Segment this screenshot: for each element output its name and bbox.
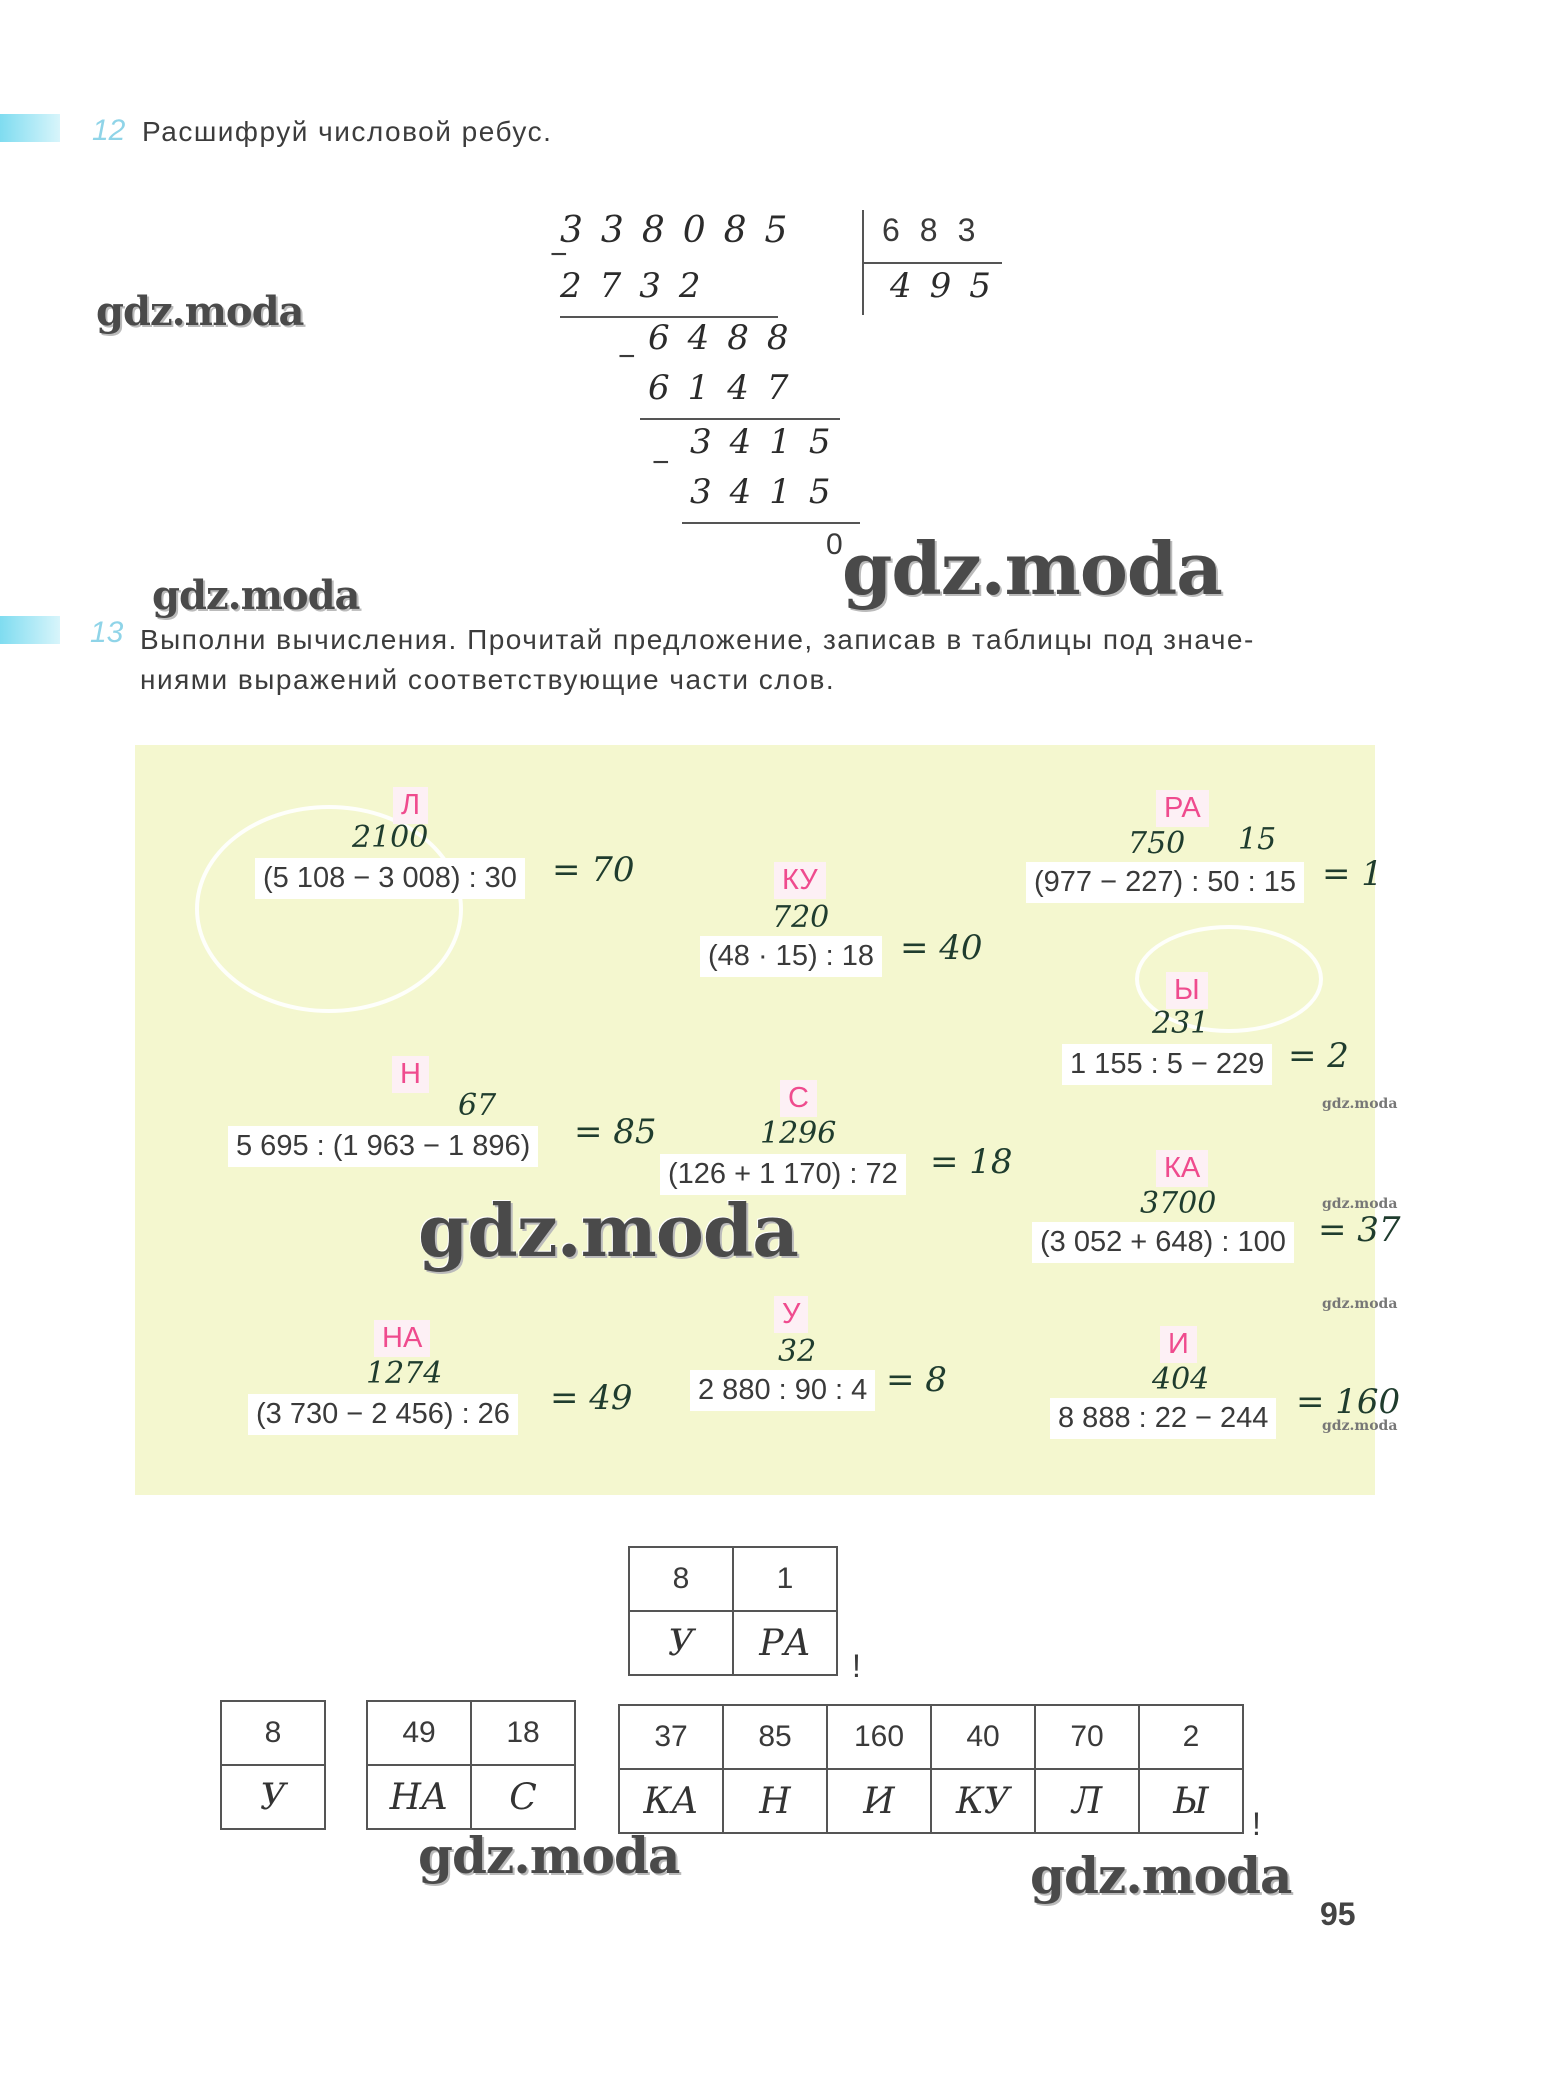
cell-word: РА <box>733 1611 837 1675</box>
note-l: 2100 <box>352 820 429 855</box>
cell-word: И <box>827 1769 931 1833</box>
division-bar-horizontal <box>862 262 1002 264</box>
partial-product-3: 3415 <box>690 472 849 512</box>
cell-num: 1 <box>733 1547 837 1611</box>
expression-s: (126 + 1 170) : 72 <box>660 1154 906 1195</box>
dividend: 338085 <box>560 210 806 251</box>
section-marker-13 <box>0 616 60 644</box>
syllable-u: У <box>774 1296 808 1333</box>
task-12-text: Расшифруй числовой ребус. <box>142 116 553 147</box>
syllable-l: Л <box>393 787 428 824</box>
expression-ra: (977 − 227) : 50 : 15 <box>1026 862 1304 903</box>
remainder-1: 6488 <box>648 318 807 358</box>
note-n: 67 <box>458 1088 497 1123</box>
result-s: = 18 <box>930 1142 1013 1182</box>
watermark-small: gdz.moda <box>1322 1418 1398 1434</box>
cell-num: 49 <box>367 1701 471 1765</box>
expression-l: (5 108 − 3 008) : 30 <box>255 858 525 899</box>
cell-num: 8 <box>221 1701 325 1765</box>
divisor: 683 <box>882 212 996 248</box>
result-y-hard: = 2 <box>1288 1036 1349 1076</box>
note-u: 32 <box>778 1334 817 1369</box>
task-13-text-line2: ниями выражений соответствующие части слов. <box>140 664 836 695</box>
cell-num: 2 <box>1139 1705 1243 1769</box>
syllable-ka: КА <box>1156 1150 1208 1187</box>
cell-word: КА <box>619 1769 723 1833</box>
answer-table-2 <box>366 1700 576 1830</box>
watermark: gdz.moda <box>842 526 1222 611</box>
result-n: = 85 <box>574 1112 657 1152</box>
cell-word: Н <box>723 1769 827 1833</box>
watermark-small: gdz.moda <box>1322 1196 1398 1212</box>
section-marker-12 <box>0 114 60 142</box>
expression-y-hard: 1 155 : 5 − 229 <box>1062 1044 1272 1085</box>
watermark: gdz.moda <box>152 572 360 619</box>
cell-word: Ы <box>1139 1769 1243 1833</box>
cell-word: У <box>221 1765 325 1829</box>
result-u: = 8 <box>886 1360 947 1400</box>
underline-3 <box>682 522 860 524</box>
cell-num: 40 <box>931 1705 1035 1769</box>
partial-product-1: 2732 <box>560 266 719 306</box>
note-na: 1274 <box>366 1356 443 1391</box>
cell-num: 37 <box>619 1705 723 1769</box>
result-l: = 70 <box>552 850 635 890</box>
watermark: gdz.moda <box>1030 1846 1292 1905</box>
expression-n: 5 695 : (1 963 − 1 896) <box>228 1126 538 1167</box>
expression-u: 2 880 : 90 : 4 <box>690 1370 875 1411</box>
note-y-hard: 231 <box>1152 1006 1210 1041</box>
page-number: 95 <box>1320 1896 1356 1932</box>
note-ra-2: 15 <box>1238 822 1277 857</box>
cell-num: 85 <box>723 1705 827 1769</box>
cell-word: С <box>471 1765 575 1829</box>
minus-sign-3: − <box>652 446 670 479</box>
watermark-small: gdz.moda <box>1322 1096 1398 1112</box>
cell-num: 18 <box>471 1701 575 1765</box>
expression-i: 8 888 : 22 − 244 <box>1050 1398 1276 1439</box>
note-s: 1296 <box>760 1116 837 1151</box>
syllable-i: И <box>1160 1326 1197 1363</box>
note-ka: 3700 <box>1140 1186 1217 1221</box>
cell-word: Л <box>1035 1769 1139 1833</box>
cell-num: 8 <box>629 1547 733 1611</box>
long-division <box>550 210 1020 570</box>
expression-na: (3 730 − 2 456) : 26 <box>248 1394 518 1435</box>
result-ra: = 1 <box>1322 854 1383 894</box>
underline-2 <box>640 418 840 420</box>
exclamation-top: ! <box>852 1648 861 1684</box>
exclamation-bottom: ! <box>1252 1806 1261 1842</box>
note-i: 404 <box>1152 1362 1210 1397</box>
task-number-13: 13 <box>90 616 124 649</box>
answer-table-1 <box>220 1700 326 1830</box>
note-ra: 750 <box>1128 826 1186 861</box>
cell-num: 70 <box>1035 1705 1139 1769</box>
minus-sign-1: − <box>550 238 568 271</box>
result-na: = 49 <box>550 1378 633 1418</box>
task-13-text-line1: Выполни вычисления. Прочитай предложение, записав в таблицы под значе- <box>140 624 1255 655</box>
final-remainder: 0 <box>826 528 843 561</box>
syllable-n: Н <box>392 1056 429 1093</box>
minus-sign-2: − <box>618 340 636 373</box>
syllable-ku: КУ <box>774 862 826 899</box>
partial-product-2: 6147 <box>648 368 807 408</box>
result-ku: = 40 <box>900 928 983 968</box>
syllable-y-hard: Ы <box>1166 972 1208 1009</box>
note-ku: 720 <box>772 900 830 935</box>
syllable-ra: РА <box>1156 790 1209 827</box>
cell-word: НА <box>367 1765 471 1829</box>
expression-ku: (48 · 15) : 18 <box>700 936 882 977</box>
answer-table-top <box>628 1546 838 1676</box>
result-i: = 160 <box>1296 1382 1401 1422</box>
result-ka: = 37 <box>1318 1210 1401 1250</box>
remainder-2: 3415 <box>690 422 849 462</box>
watermark-small: gdz.moda <box>1322 1296 1398 1312</box>
cell-word: У <box>629 1611 733 1675</box>
answer-table-3 <box>618 1704 1244 1834</box>
watermark: gdz.moda <box>418 1826 680 1885</box>
watermark: gdz.moda <box>418 1188 798 1273</box>
syllable-na: НА <box>374 1320 430 1357</box>
watermark: gdz.moda <box>96 288 304 335</box>
task-number-12: 12 <box>92 114 126 147</box>
syllable-s: С <box>780 1080 817 1117</box>
cell-num: 160 <box>827 1705 931 1769</box>
quotient: 495 <box>890 266 1009 306</box>
cell-word: КУ <box>931 1769 1035 1833</box>
expression-ka: (3 052 + 648) : 100 <box>1032 1222 1294 1263</box>
